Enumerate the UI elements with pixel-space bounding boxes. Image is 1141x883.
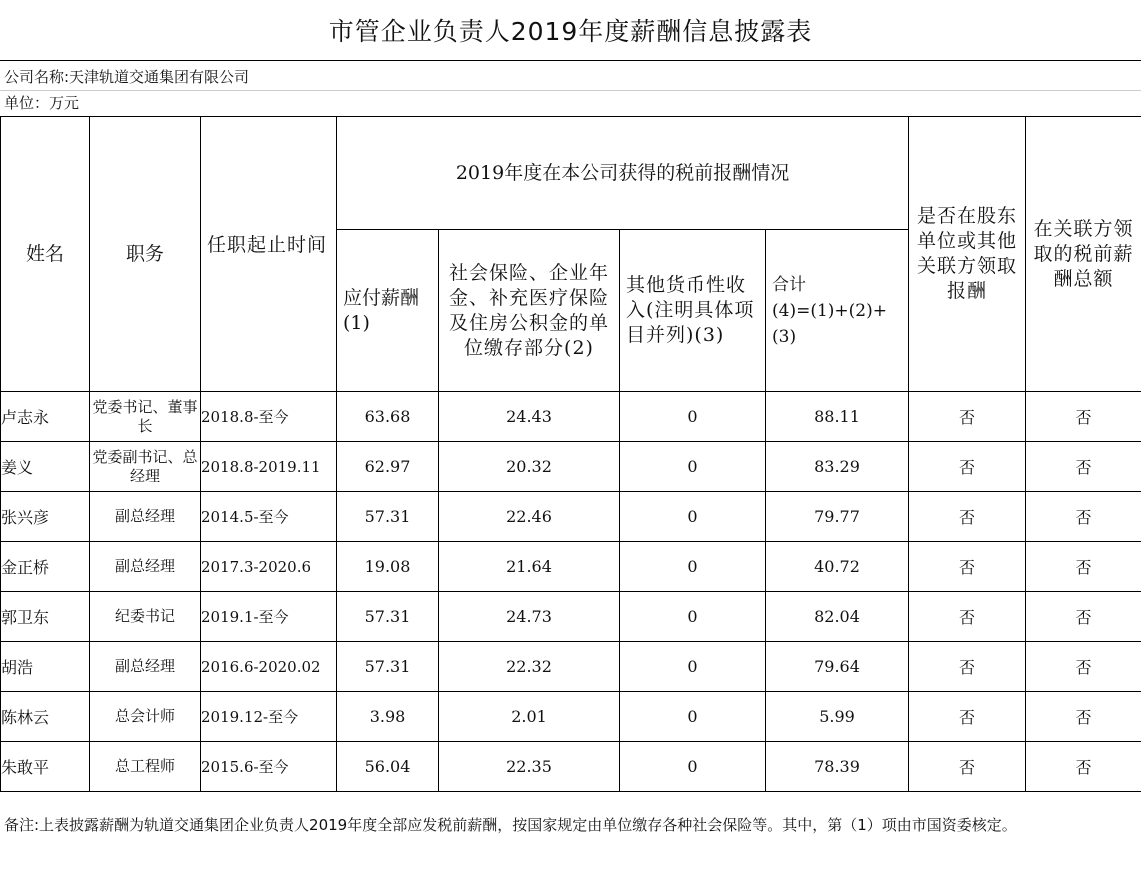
cell-salary: 3.98 <box>337 692 439 742</box>
cell-shareholder: 否 <box>909 492 1026 542</box>
cell-other-income: 0 <box>620 442 766 492</box>
cell-related-total: 否 <box>1026 592 1141 642</box>
header-total <box>766 230 909 392</box>
header-salary: 应付薪酬(1) <box>337 230 439 392</box>
company-name: 公司名称:天津轨道交通集团有限公司 <box>4 68 250 86</box>
table-row <box>1 642 1141 692</box>
cell-related-total: 否 <box>1026 642 1141 692</box>
cell-insurance: 22.46 <box>439 492 620 542</box>
cell-shareholder: 否 <box>909 692 1026 742</box>
cell-other-income: 0 <box>620 742 766 792</box>
cell-salary: 63.68 <box>337 392 439 442</box>
cell-position: 副总经理 <box>90 542 201 592</box>
header-position: 职务 <box>90 117 201 392</box>
cell-salary: 19.08 <box>337 542 439 592</box>
cell-position: 党委副书记、总经理 <box>90 442 201 492</box>
cell-total: 82.04 <box>766 592 909 642</box>
table-row <box>1 442 1141 492</box>
cell-shareholder: 否 <box>909 592 1026 642</box>
cell-position: 纪委书记 <box>90 592 201 642</box>
cell-salary: 56.04 <box>337 742 439 792</box>
cell-name: 张兴彦 <box>1 492 90 542</box>
cell-term: 2015.6-至今 <box>201 742 337 792</box>
table-row <box>1 392 1141 442</box>
cell-salary: 57.31 <box>337 592 439 642</box>
cell-related-total: 否 <box>1026 492 1141 542</box>
table-row <box>1 592 1141 642</box>
cell-salary: 62.97 <box>337 442 439 492</box>
cell-term: 2016.6-2020.02 <box>201 642 337 692</box>
cell-name: 姜义 <box>1 442 90 492</box>
cell-position: 总会计师 <box>90 692 201 742</box>
cell-other-income: 0 <box>620 592 766 642</box>
cell-term: 2019.12-至今 <box>201 692 337 742</box>
cell-name: 陈林云 <box>1 692 90 742</box>
cell-shareholder: 否 <box>909 742 1026 792</box>
title-divider <box>0 60 1141 61</box>
header-name: 姓名 <box>1 117 90 392</box>
table-row <box>1 692 1141 742</box>
cell-name: 郭卫东 <box>1 592 90 642</box>
cell-term: 2014.5-至今 <box>201 492 337 542</box>
cell-term: 2018.8-至今 <box>201 392 337 442</box>
cell-name: 金正桥 <box>1 542 90 592</box>
cell-position: 党委书记、董事长 <box>90 392 201 442</box>
cell-name: 朱敢平 <box>1 742 90 792</box>
cell-total: 83.29 <box>766 442 909 492</box>
cell-term: 2017.3-2020.6 <box>201 542 337 592</box>
cell-insurance: 22.32 <box>439 642 620 692</box>
header-related-total: 在关联方领取的税前薪酬总额 <box>1026 117 1141 392</box>
header-other-income: 其他货币性收入(注明具体项目并列)(3) <box>620 230 766 392</box>
cell-term: 2018.8-2019.11 <box>201 442 337 492</box>
cell-shareholder: 否 <box>909 542 1026 592</box>
cell-shareholder: 否 <box>909 642 1026 692</box>
cell-salary: 57.31 <box>337 642 439 692</box>
cell-total: 78.39 <box>766 742 909 792</box>
cell-name: 胡浩 <box>1 642 90 692</box>
cell-total: 5.99 <box>766 692 909 742</box>
cell-related-total: 否 <box>1026 542 1141 592</box>
cell-other-income: 0 <box>620 642 766 692</box>
cell-other-income: 0 <box>620 692 766 742</box>
cell-total: 40.72 <box>766 542 909 592</box>
cell-name: 卢志永 <box>1 392 90 442</box>
table-row <box>1 492 1141 542</box>
cell-total: 88.11 <box>766 392 909 442</box>
header-term: 任职起止时间 <box>201 117 337 392</box>
meta-divider <box>0 90 1141 91</box>
footnote: 备注:上表披露薪酬为轨道交通集团企业负责人2019年度全部应发税前薪酬，按国家规定由单位缴存各种社会保险等。其中，第（1）项由市国资委核定。 <box>4 816 1017 834</box>
cell-salary: 57.31 <box>337 492 439 542</box>
table-row <box>1 742 1141 792</box>
cell-other-income: 0 <box>620 392 766 442</box>
cell-other-income: 0 <box>620 492 766 542</box>
cell-term: 2019.1-至今 <box>201 592 337 642</box>
cell-position: 总工程师 <box>90 742 201 792</box>
cell-insurance: 24.73 <box>439 592 620 642</box>
cell-related-total: 否 <box>1026 742 1141 792</box>
header-total-label: 合计 <box>772 274 806 295</box>
header-pretax-group: 2019年度在本公司获得的税前报酬情况 <box>337 117 909 230</box>
salary-table <box>0 116 1141 792</box>
cell-total: 79.77 <box>766 492 909 542</box>
cell-other-income: 0 <box>620 542 766 592</box>
header-shareholder: 是否在股东单位或其他关联方领取报酬 <box>909 117 1026 392</box>
cell-insurance: 2.01 <box>439 692 620 742</box>
cell-insurance: 22.35 <box>439 742 620 792</box>
cell-position: 副总经理 <box>90 492 201 542</box>
cell-position: 副总经理 <box>90 642 201 692</box>
cell-insurance: 20.32 <box>439 442 620 492</box>
unit-label: 单位：万元 <box>4 94 80 112</box>
cell-related-total: 否 <box>1026 392 1141 442</box>
page-title: 市管企业负责人2019年度薪酬信息披露表 <box>328 17 813 46</box>
cell-related-total: 否 <box>1026 442 1141 492</box>
header-insurance: 社会保险、企业年金、补充医疗保险及住房公积金的单位缴存部分(2) <box>439 230 620 392</box>
cell-insurance: 21.64 <box>439 542 620 592</box>
cell-shareholder: 否 <box>909 392 1026 442</box>
table-row <box>1 542 1141 592</box>
cell-related-total: 否 <box>1026 692 1141 742</box>
cell-total: 79.64 <box>766 642 909 692</box>
cell-insurance: 24.43 <box>439 392 620 442</box>
header-total-formula: (4)=(1)+(2)+(3) <box>772 300 887 347</box>
cell-shareholder: 否 <box>909 442 1026 492</box>
